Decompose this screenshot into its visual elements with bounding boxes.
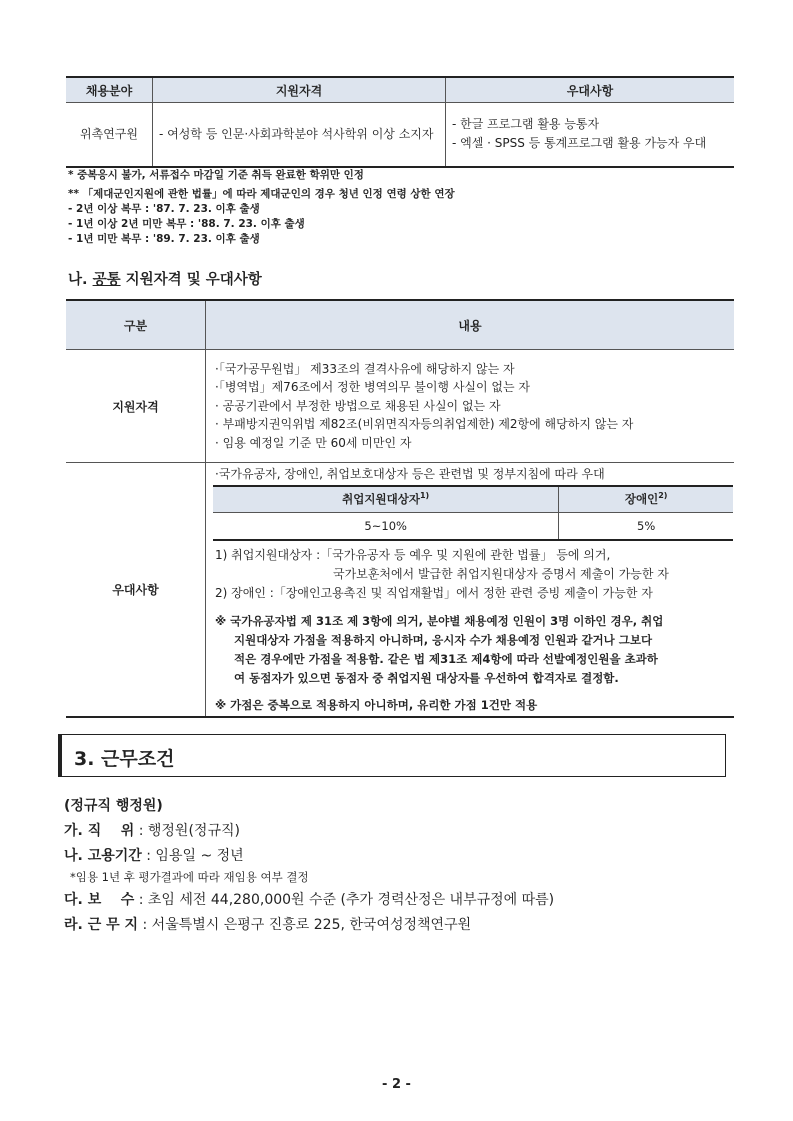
header-category: 구분 [66,300,206,350]
condition-note: *임용 1년 후 평가결과에 따라 재임용 여부 결정 [70,870,309,884]
cell-preference [446,103,735,167]
footnote-2: 2) 장애인 :「장애인고용촉진 및 직업재활법」에서 정한 관련 증빙 제출이 가능한 자 [215,585,653,600]
label-qualification: 지원자격 [66,350,206,463]
preference-ratio-table [213,485,733,541]
preference-content [206,463,735,717]
section-title-common: 나. 공통 지원자격 및 우대사항 [68,272,262,288]
qualification-item: · 공공기관에서 부정한 방법으로 채용된 사실이 없는 자 [215,398,501,413]
notes [68,168,455,247]
header-preference: 우대사항 [446,77,735,103]
preference-line: - 엑셀 · SPSS 등 통계프로그램 활용 가능자 우대 [452,136,707,151]
note-line: - 1년 이상 2년 미만 복무 : '88. 7. 23. 이후 출생 [68,218,305,230]
remark-line: 지원대상자 가점을 적용하지 아니하며, 응시자 수가 채용예정 인원과 같거나 그보다 [234,632,653,647]
qualification-item: ·「국가공무원법」 제33조의 결격사유에 해당하지 않는 자 [215,361,515,376]
condition-period: 나. 고용기간 : 임용일 ~ 정년 [64,848,244,864]
condition-salary: 다. 보 수 : 초임 세전 44,280,000원 수준 (추가 경력산정은 내부규정에 따름) [64,892,555,908]
page-number: - 2 - [382,1077,411,1092]
qualification-list [206,350,735,463]
qualification-item: · 임용 예정일 기준 만 60세 미만인 자 [215,435,412,450]
note-line: * 중복응시 불가, 서류접수 마감일 기준 취득 완료한 학위만 인정 [68,169,364,181]
remark-line: 적은 경우에만 가점을 적용함. 같은 법 제31조 제4항에 따라 선발예정인원을 초과하 [234,651,658,666]
cell-qualification: - 여성학 등 인문·사회과학분야 석사학위 이상 소지자 [153,103,446,167]
qualification-item: ·「병역법」제76조에서 정한 병역의무 불이행 사실이 없는 자 [215,380,530,395]
recruitment-table [66,76,734,168]
section-3-header [58,734,726,777]
header-qualification: 지원자격 [153,77,446,103]
footnote-1: 1) 취업지원대상자 :「국가유공자 등 예우 및 지원에 관한 법률」 등에 의거, [215,547,611,562]
preference-intro: ·국가유공자, 장애인, 취업보호대상자 등은 관련법 및 정부지침에 따라 우대 [215,467,605,481]
qualification-item: · 부패방지권익위법 제82조(비위면직자등의취업제한) 제2항에 해당하지 않는 자 [215,417,634,432]
header-content: 내용 [206,300,735,350]
label-preference: 우대사항 [66,463,206,717]
section-3-subtitle: (정규직 행정원) [64,798,163,814]
footnote-1-cont: 국가보훈처에서 발급한 취업지원대상자 증명서 제출이 가능한 자 [333,566,669,581]
remark-line: 여 동점자가 있으면 동점자 중 취업지원 대상자를 우선하여 합격자로 결정함. [234,670,619,685]
remark-line: ※ 국가유공자법 제 31조 제 3항에 의거, 분야별 채용예정 인원이 3명 이하인 경우, 취업 [215,613,664,628]
section-3-title: 3. 근무조건 [74,748,175,770]
inner-value-veterans: 5~10% [213,512,559,540]
remark-2: ※ 가점은 중복으로 적용하지 아니하며, 유리한 가점 1건만 적용 [215,697,538,712]
preference-line: - 한글 프로그램 활용 능통자 [452,117,600,132]
note-line: - 1년 미만 복무 : '89. 7. 23. 이후 출생 [68,233,260,245]
cell-field: 위촉연구원 [66,103,153,167]
inner-header-disabled: 장애인$^{2)}$ [559,486,733,513]
condition-position: 가. 직 위 : 행정원(정규직) [64,823,240,839]
note-line: - 2년 이상 복무 : '87. 7. 23. 이후 출생 [68,203,260,215]
header-field: 채용분야 [66,77,153,103]
condition-location: 라. 근 무 지 : 서울특별시 은평구 진흥로 225, 한국여성정책연구원 [64,917,472,933]
inner-header-veterans: 취업지원대상자$^{1)}$ [213,486,559,513]
inner-value-disabled: 5% [559,512,733,540]
note-line: ** 「제대군인지원에 관한 법률」에 따라 제대군인의 경우 청년 인정 연령 상한 연장 [68,188,455,200]
common-table [66,299,734,718]
